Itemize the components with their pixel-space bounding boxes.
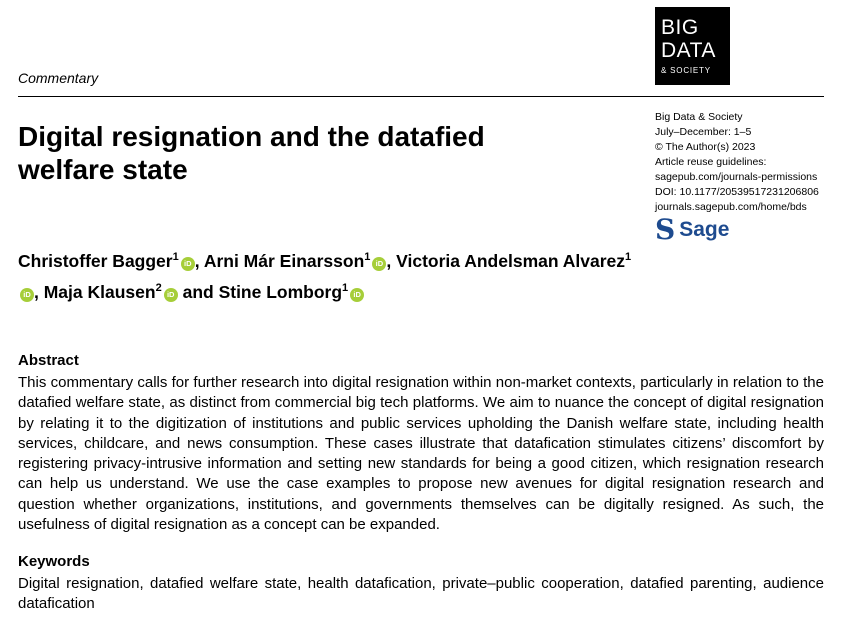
- orcid-icon[interactable]: iD: [20, 288, 34, 302]
- logo-line-1: BIG: [661, 16, 699, 39]
- author-affiliation: 1: [172, 251, 179, 263]
- orcid-icon[interactable]: iD: [181, 257, 195, 271]
- abstract-text: This commentary calls for further research into digital resignation within non-market contexts, particularly in relation to the datafied welfare state, as distinct from commercial big tech platforms. We aim to nuance the concept of digital resignation by relating it to the digitization of institutions and public services upholding the Danish welfare state, including health services, childcare, and news consumption. These cases illustrate that datafication stimulates citizens’ discomfort by registering privacy-intrusive information and setting new standards for being a good citizen, which resignation research can help us understand. We use the case examples to propose new avenues for digital resignation research and question whether organizations, institutions, and governments themselves can be digitally resigned. As such, the usefulness of digital resignation as a concept can be expanded.: [18, 374, 824, 534]
- logo-line-3: & SOCIETY: [661, 66, 711, 75]
- author-list: [18, 244, 638, 306]
- meta-journal: Big Data & Society: [655, 111, 743, 123]
- article-title: Digital resignation and the datafied welfare state: [18, 121, 485, 185]
- author-separator: and: [177, 281, 219, 302]
- journal-logo: [655, 7, 730, 85]
- author-separator: ,: [194, 250, 204, 271]
- abstract-heading: Abstract: [18, 352, 79, 369]
- author-name: Christoffer Bagger: [18, 250, 173, 271]
- author-affiliation: 1: [342, 281, 349, 294]
- author-name: Victoria Andelsman Alvarez: [396, 250, 626, 271]
- meta-reuse: Article reuse guidelines:: [655, 156, 767, 168]
- logo-line-2: DATA: [661, 39, 716, 62]
- orcid-icon[interactable]: iD: [164, 288, 178, 302]
- publisher-name: Sage: [679, 218, 730, 241]
- author-separator: ,: [34, 281, 44, 302]
- meta-issue: July–December: 1–5: [655, 126, 752, 138]
- author-name: Arni Már Einarsson: [203, 250, 365, 271]
- meta-doi[interactable]: DOI: 10.1177/20539517231206806: [655, 186, 819, 198]
- orcid-icon[interactable]: iD: [372, 257, 386, 271]
- publisher-logo: [655, 213, 730, 246]
- author-name: Maja Klausen: [43, 281, 156, 302]
- header-rule: [18, 96, 824, 97]
- sage-mark-icon: S: [655, 213, 676, 246]
- orcid-icon[interactable]: iD: [350, 288, 364, 302]
- meta-permissions-link[interactable]: sagepub.com/journals-permissions: [655, 171, 818, 183]
- section-label: Commentary: [18, 70, 99, 86]
- author-separator: ,: [386, 250, 397, 271]
- meta-journal-url[interactable]: journals.sagepub.com/home/bds: [655, 201, 807, 213]
- author-affiliation: 1: [625, 251, 632, 263]
- meta-copyright: © The Author(s) 2023: [655, 141, 756, 153]
- article-meta: [655, 110, 819, 215]
- author-name: Stine Lomborg: [218, 281, 343, 302]
- author-affiliation: 1: [364, 251, 371, 263]
- keywords-heading: Keywords: [18, 553, 90, 570]
- author-affiliation: 2: [155, 281, 162, 294]
- keywords-text: Digital resignation, datafied welfare state, health datafication, private–public cooperation, datafied parenting, audience datafication: [18, 575, 824, 613]
